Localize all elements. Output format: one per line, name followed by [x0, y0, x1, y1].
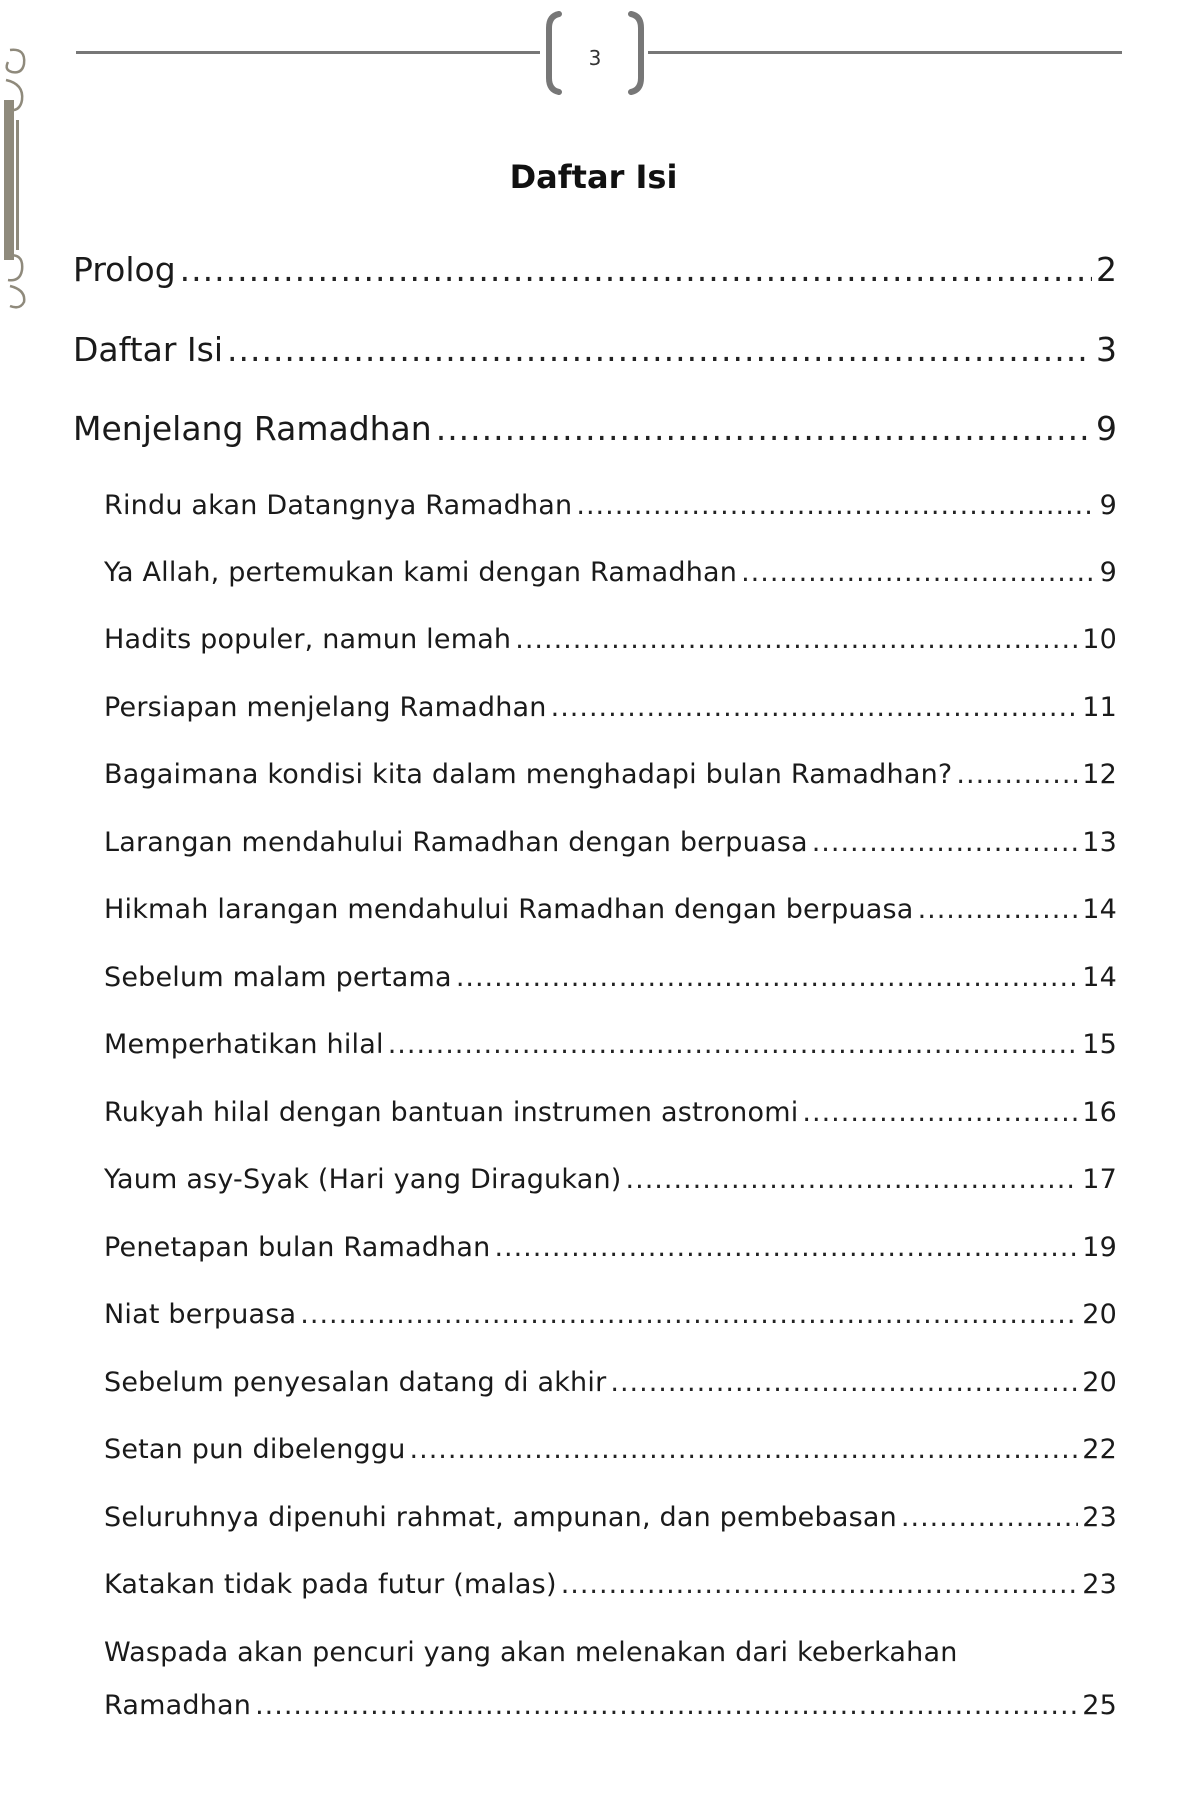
toc-entry-sub[interactable] [104, 759, 1117, 790]
entry-title: Memperhatikan hilal [104, 1029, 384, 1060]
entry-title: Sebelum malam pertama [104, 962, 452, 993]
toc-entry-sub[interactable] [104, 1232, 1117, 1263]
toc-entry-sub[interactable] [104, 1097, 1117, 1128]
dot-leader [610, 1367, 1078, 1398]
entry-title: Yaum asy-Syak (Hari yang Diragukan) [104, 1164, 622, 1195]
dot-leader [561, 1569, 1079, 1600]
entry-title: Daftar Isi [73, 330, 223, 369]
entry-page: 14 [1082, 962, 1117, 993]
dot-leader [456, 962, 1078, 993]
dot-leader [956, 759, 1078, 790]
entry-title: Prolog [73, 250, 176, 289]
dot-leader [410, 1434, 1079, 1465]
entry-page: 10 [1082, 624, 1117, 655]
dot-leader [388, 1029, 1079, 1060]
toc-entry-wrapped[interactable] [104, 1690, 1117, 1721]
dot-leader [576, 490, 1095, 521]
entry-page: 19 [1082, 1232, 1117, 1263]
entry-title: Persiapan menjelang Ramadhan [104, 692, 547, 723]
entry-page: 16 [1082, 1097, 1117, 1128]
dot-leader [255, 1690, 1078, 1721]
toc-entry-sub[interactable] [104, 1502, 1117, 1533]
toc-entry-wrapped-line1[interactable]: Waspada akan pencuri yang akan melenakan dari keberkahan [104, 1637, 958, 1668]
entry-title: Katakan tidak pada futur (malas) [104, 1569, 557, 1600]
entry-title: Hadits populer, namun lemah [104, 624, 512, 655]
entry-title: Ramadhan [104, 1690, 252, 1721]
dot-leader [227, 330, 1092, 369]
toc-entry-sub[interactable] [104, 557, 1117, 588]
entry-page: 9 [1099, 557, 1117, 588]
dot-leader [918, 894, 1079, 925]
header-rule-left [76, 51, 540, 54]
entry-page: 9 [1096, 409, 1117, 448]
dot-leader [436, 409, 1092, 448]
page-number: 3 [588, 46, 602, 70]
entry-title: Seluruhnya dipenuhi rahmat, ampunan, dan pembebasan [104, 1502, 897, 1533]
dot-leader [812, 827, 1079, 858]
dot-leader [551, 692, 1079, 723]
entry-page: 13 [1082, 827, 1117, 858]
dot-leader [741, 557, 1096, 588]
toc-entry-sub[interactable] [104, 1434, 1117, 1465]
entry-page: 20 [1082, 1299, 1117, 1330]
toc-entry-main[interactable] [73, 330, 1117, 369]
toc-entry-sub[interactable] [104, 692, 1117, 723]
entry-page: 2 [1096, 250, 1117, 289]
entry-title: Menjelang Ramadhan [73, 409, 432, 448]
entry-page: 23 [1082, 1502, 1117, 1533]
entry-page: 12 [1082, 759, 1117, 790]
toc-entry-sub[interactable] [104, 827, 1117, 858]
entry-title: Niat berpuasa [104, 1299, 297, 1330]
entry-title: Ya Allah, pertemukan kami dengan Ramadhan [104, 557, 738, 588]
entry-page: 11 [1082, 692, 1117, 723]
dot-leader [802, 1097, 1078, 1128]
entry-title: Sebelum penyesalan datang di akhir [104, 1367, 607, 1398]
page-number-bracket [545, 10, 645, 96]
entry-page: 17 [1082, 1164, 1117, 1195]
entry-page: 20 [1082, 1367, 1117, 1398]
entry-title: Hikmah larangan mendahului Ramadhan dengan berpuasa [104, 894, 914, 925]
dot-leader [300, 1299, 1078, 1330]
dot-leader [901, 1502, 1078, 1533]
dot-leader [180, 250, 1092, 289]
toc-entry-sub[interactable] [104, 1299, 1117, 1330]
entry-page: 22 [1082, 1434, 1117, 1465]
entry-page: 9 [1099, 490, 1117, 521]
entry-page: 25 [1082, 1690, 1117, 1721]
entry-title: Rukyah hilal dengan bantuan instrumen astronomi [104, 1097, 799, 1128]
toc-entry-sub[interactable] [104, 1164, 1117, 1195]
entry-page: 15 [1082, 1029, 1117, 1060]
entry-title: Rindu akan Datangnya Ramadhan [104, 490, 573, 521]
toc-entry-sub[interactable] [104, 1367, 1117, 1398]
dot-leader [626, 1164, 1079, 1195]
toc-entry-sub[interactable] [104, 624, 1117, 655]
toc-entry-main[interactable] [73, 409, 1117, 448]
entry-title: Setan pun dibelenggu [104, 1434, 406, 1465]
toc-title: Daftar Isi [509, 158, 678, 196]
toc-entry-sub[interactable] [104, 1029, 1117, 1060]
toc-entry-sub[interactable] [104, 962, 1117, 993]
dot-leader [515, 624, 1078, 655]
entry-title: Bagaimana kondisi kita dalam menghadapi bulan Ramadhan? [104, 759, 953, 790]
entry-title: Penetapan bulan Ramadhan [104, 1232, 491, 1263]
toc-entry-sub[interactable] [104, 490, 1117, 521]
header-rule-right [648, 51, 1122, 54]
entry-page: 23 [1082, 1569, 1117, 1600]
entry-title: Larangan mendahului Ramadhan dengan berpuasa [104, 827, 808, 858]
toc-entry-sub[interactable] [104, 894, 1117, 925]
toc-entry-sub[interactable] [104, 1569, 1117, 1600]
entry-page: 3 [1096, 330, 1117, 369]
toc-entry-main[interactable] [73, 250, 1117, 289]
entry-page: 14 [1082, 894, 1117, 925]
dot-leader [494, 1232, 1078, 1263]
